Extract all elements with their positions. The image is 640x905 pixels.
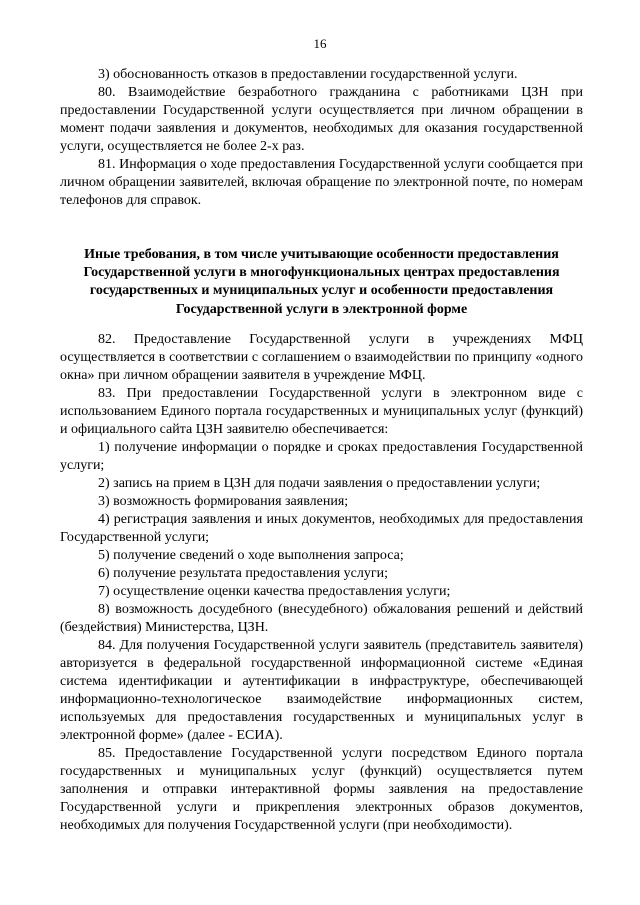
paragraph-82: 82. Предоставление Государственной услуги в учреждениях МФЦ осуществляется в соответствии с соглашением о взаимодействии по принципу «одного окна» при личном обращении заявителя в учреждение МФЦ. — [60, 331, 583, 383]
list-item-1: 1) получение информации о порядке и сроках предоставления Государственной услуги; — [60, 439, 583, 473]
section-gap — [60, 210, 583, 246]
list-item-7: 7) осуществление оценки качества предоставления услуги; — [98, 583, 451, 599]
heading-gap — [60, 319, 583, 331]
list-item-5: 5) получение сведений о ходе выполнения запроса; — [98, 547, 404, 563]
paragraph-80: 80. Взаимодействие безработного гражданина с работниками ЦЗН при предоставлении Государственной услуги осуществляется при личном обращении в момент подачи заявления и документов, необходимых для оказания государственной услуги, осуществляется не более 2-х раз. — [60, 85, 583, 154]
page-number: 16 — [313, 36, 327, 51]
paragraph-81: 81. Информация о ходе предоставления Государственной услуги сообщается при личном обращении заявителей, включая обращение по электронной почте, по номерам телефонов для справок. — [60, 157, 583, 208]
paragraph-84: 84. Для получения Государственной услуги заявитель (представитель заявителя) авторизуется в федеральной государственной информационной системе «Единая система идентификации и аутентификации в инфраструктуре, обеспечивающей информационно-технологическое взаимодействие информационных систем, используемых для предоставления государственных и муниципальных услуг в электронной форме» (далее - ЕСИА). — [60, 637, 583, 743]
list-item-3: 3) возможность формирования заявления; — [98, 493, 349, 509]
paragraph-item-3: 3) обоснованность отказов в предоставлении государственной услуги. — [98, 67, 518, 82]
document-body — [60, 66, 583, 835]
list-item-4: 4) регистрация заявления и иных документов, необходимых для предоставления Государственной услуги; — [60, 511, 583, 545]
list-item-2: 2) запись на прием в ЦЗН для подачи заявления о предоставлении услуги; — [98, 475, 541, 491]
section-heading: Иные требования, в том числе учитывающие особенности предоставления Государственной услуги в многофункциональных центрах предоставления государственных и муниципальных услуг и особенности предоставления Государственной услуги в электронной форме — [83, 247, 560, 317]
list-item-8: 8) возможность досудебного (внесудебного) обжалования решений и действий (бездействия) Министерства, ЦЗН. — [60, 601, 583, 635]
paragraph-83: 83. При предоставлении Государственной услуги в электронном виде с использованием Единого портала государственных и муниципальных услуг (функций) и официального сайта ЦЗН заявителю обеспечивается: — [60, 385, 583, 437]
list-item-6: 6) получение результата предоставления услуги; — [98, 565, 388, 581]
paragraph-85: 85. Предоставление Государственной услуги посредством Единого портала государственных и муниципальных услуг (функций) осуществляется путем заполнения и отправки интерактивной формы заявления на предоставление Государственной услуги и прикрепления электронных образов документов, необходимых для получения Государственной услуги (при необходимости). — [60, 745, 583, 833]
